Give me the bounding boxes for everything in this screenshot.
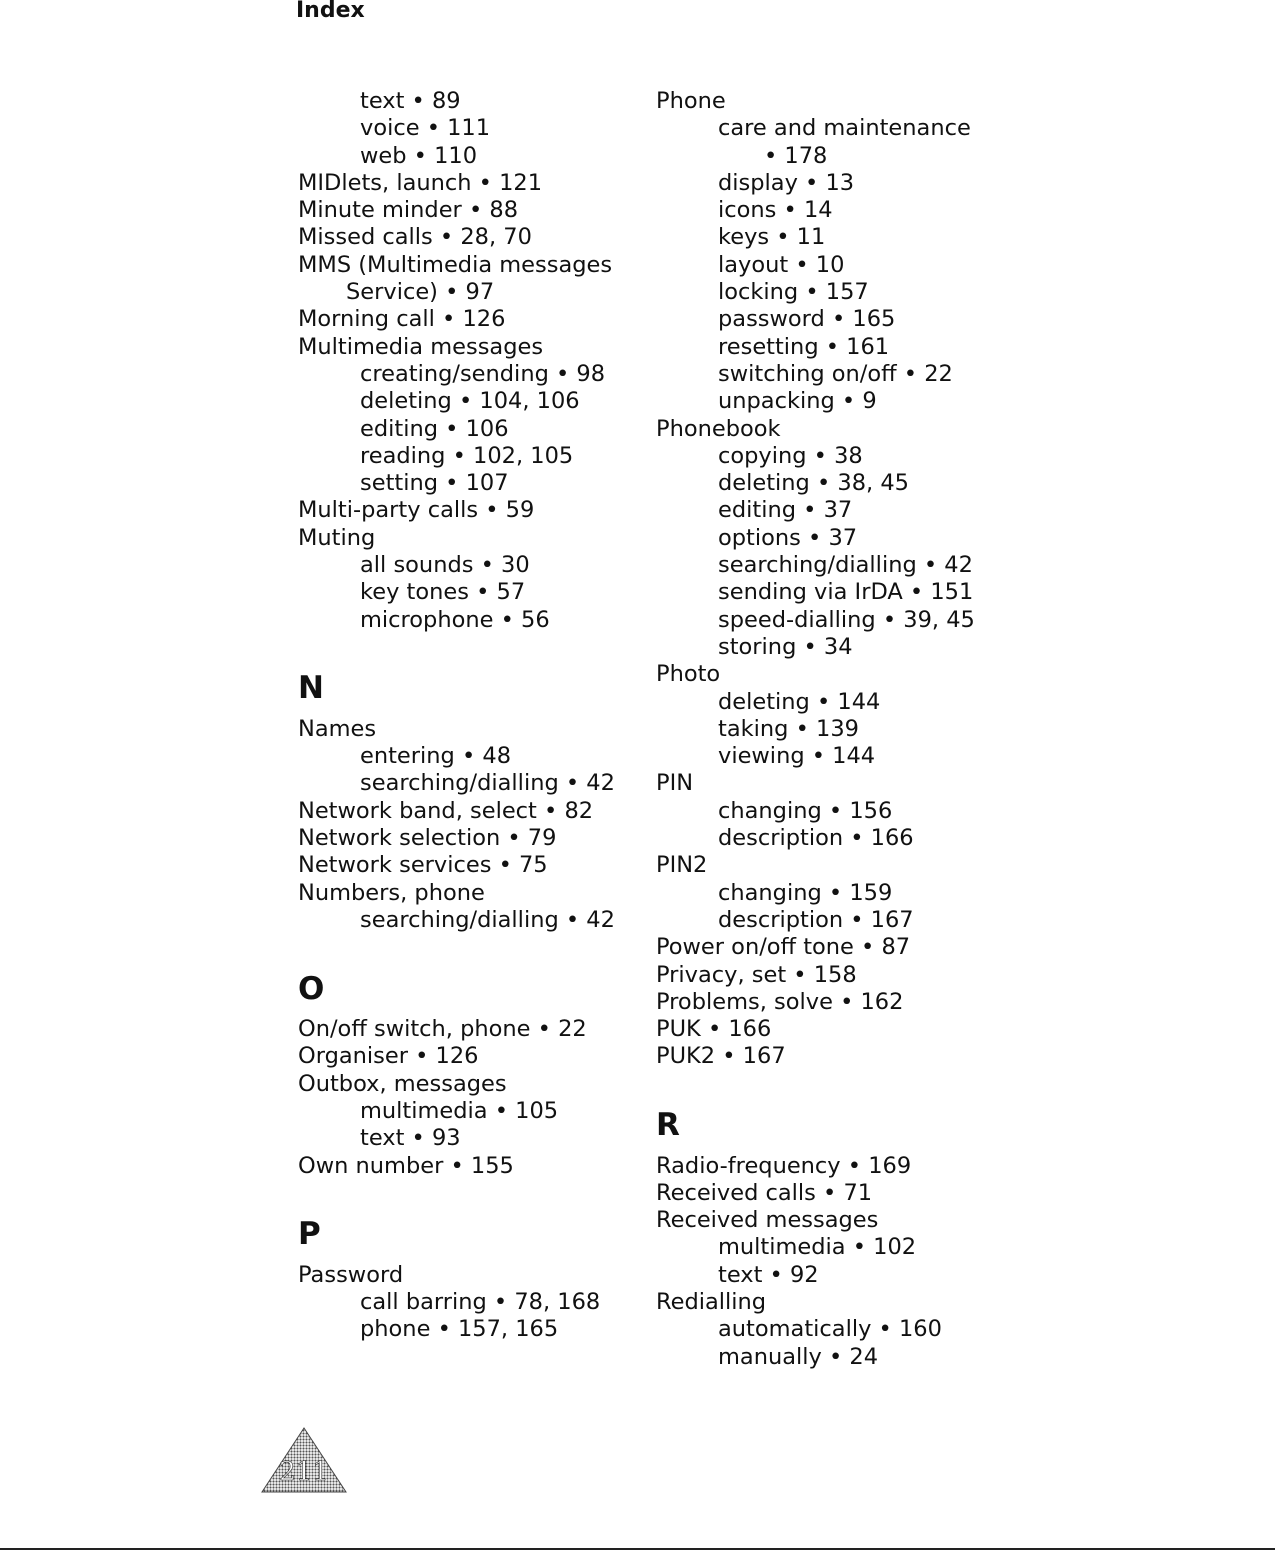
index-subentry: microphone • 56 [360, 606, 550, 633]
index-subentry: searching/dialling • 42 [718, 552, 973, 579]
index-entry: PIN2 [656, 852, 708, 879]
index-subentry: copying • 38 [718, 442, 863, 469]
page-header-title: Index [296, 0, 365, 23]
index-subentry: reading • 102, 105 [360, 442, 574, 469]
index-entry: Outbox, messages [298, 1070, 507, 1097]
index-entry: Phone [656, 88, 726, 114]
spacer [656, 1071, 996, 1098]
index-entry: PUK • 166 [656, 1016, 772, 1043]
index-subentry: description • 166 [718, 825, 914, 852]
index-entry: Radio-frequency • 169 [656, 1152, 912, 1179]
index-entry: Phonebook [656, 415, 781, 442]
footer-divider [0, 1548, 1275, 1550]
index-entry: Names [298, 715, 377, 742]
index-subentry: storing • 34 [718, 633, 853, 660]
index-subentry: password • 165 [718, 306, 896, 333]
index-entry: Received calls • 71 [656, 1179, 873, 1206]
index-entry: PIN [656, 770, 694, 797]
index-entry: Privacy, set • 158 [656, 961, 857, 988]
index-entry: Own number • 155 [298, 1152, 514, 1179]
index-subentry: entering • 48 [360, 743, 512, 770]
index-subentry: call barring • 78, 168 [360, 1289, 601, 1316]
index-subentry: searching/dialling • 42 [360, 906, 615, 933]
index-subentry: resetting • 161 [718, 333, 890, 360]
index-subentry: speed-dialling • 39, 45 [718, 606, 975, 633]
index-subentry: all sounds • 30 [360, 552, 530, 579]
index-entry: Minute minder • 88 [298, 197, 519, 224]
index-entry: Missed calls • 28, 70 [298, 224, 532, 251]
index-entry: Photo [656, 661, 721, 688]
section-letter: P [298, 1216, 321, 1253]
index-subentry: editing • 37 [718, 497, 853, 524]
index-entry: On/off switch, phone • 22 [298, 1016, 587, 1043]
index-entry: Network band, select • 82 [298, 797, 594, 824]
index-subentry: voice • 111 [360, 115, 491, 142]
index-subentry: description • 167 [718, 906, 914, 933]
index-column-right [656, 88, 996, 1371]
index-subentry: layout • 10 [718, 251, 845, 278]
spacer [298, 634, 638, 661]
section-letter: N [298, 670, 324, 707]
index-entry: MMS (Multimedia messages [298, 251, 613, 278]
index-subentry: • 178 [764, 142, 828, 169]
index-subentry: locking • 157 [718, 279, 869, 306]
index-entry: Network selection • 79 [298, 825, 557, 852]
index-subentry: editing • 106 [360, 415, 509, 442]
section-letter: O [298, 970, 325, 1007]
index-subentry: display • 13 [718, 169, 855, 196]
spacer [298, 934, 638, 961]
index-subentry: text • 92 [718, 1261, 819, 1288]
index-entry: Problems, solve • 162 [656, 988, 904, 1015]
index-subentry: deleting • 144 [718, 688, 881, 715]
page-number-badge [260, 1426, 348, 1494]
index-subentry: multimedia • 105 [360, 1097, 559, 1124]
spacer [298, 1180, 638, 1207]
index-subentry: text • 89 [360, 88, 461, 114]
index-subentry: key tones • 57 [360, 579, 526, 606]
index-subentry: viewing • 144 [718, 743, 876, 770]
index-entry: Received messages [656, 1207, 879, 1234]
index-subentry: keys • 11 [718, 224, 826, 251]
index-subentry: sending via IrDA • 151 [718, 579, 974, 606]
index-subentry: searching/dialling • 42 [360, 770, 615, 797]
index-subentry: phone • 157, 165 [360, 1316, 559, 1343]
index-entry: Multi-party calls • 59 [298, 497, 535, 524]
index-subentry: changing • 159 [718, 879, 893, 906]
index-entry: Muting [298, 524, 376, 551]
index-subentry: options • 37 [718, 524, 858, 551]
index-entry: MIDlets, launch • 121 [298, 169, 543, 196]
index-subentry: deleting • 38, 45 [718, 470, 909, 497]
index-subentry: unpacking • 9 [718, 388, 877, 415]
index-subentry: multimedia • 102 [718, 1234, 917, 1261]
index-entry: Power on/off tone • 87 [656, 934, 911, 961]
index-subentry: automatically • 160 [718, 1316, 942, 1343]
index-entry: PUK2 • 167 [656, 1043, 786, 1070]
index-subentry: deleting • 104, 106 [360, 388, 580, 415]
index-entry: Organiser • 126 [298, 1043, 479, 1070]
index-subentry: care and maintenance [718, 115, 971, 142]
index-entry: Numbers, phone [298, 879, 485, 906]
index-subentry: text • 93 [360, 1125, 461, 1152]
index-subentry: changing • 156 [718, 797, 893, 824]
index-subentry: manually • 24 [718, 1343, 879, 1370]
index-entry: Redialling [656, 1289, 767, 1316]
index-entry: Password [298, 1261, 404, 1288]
index-entry: Network services • 75 [298, 852, 548, 879]
index-subentry: setting • 107 [360, 470, 509, 497]
index-subentry: web • 110 [360, 142, 478, 169]
index-entry: Multimedia messages [298, 333, 544, 360]
index-entry: Morning call • 126 [298, 306, 506, 333]
index-column-left [298, 88, 638, 1344]
index-subentry: taking • 139 [718, 715, 859, 742]
section-letter: R [656, 1106, 680, 1143]
index-subentry: switching on/off • 22 [718, 360, 953, 387]
index-subentry: icons • 14 [718, 197, 833, 224]
page-number: 211 [279, 1457, 329, 1487]
index-subentry: creating/sending • 98 [360, 360, 606, 387]
index-subentry: Service) • 97 [346, 279, 495, 306]
